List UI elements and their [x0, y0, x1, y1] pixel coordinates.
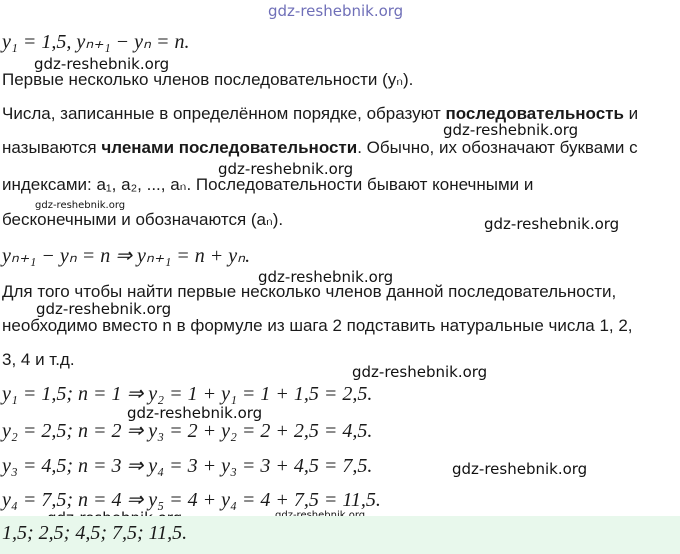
watermark: gdz-reshebnik.org — [127, 404, 263, 422]
paragraph-line-3: индексами: a₁, a₂, ..., aₙ. Последовательности бывают конечными и — [2, 175, 534, 194]
paragraph-line-7: 3, 4 и т.д. — [2, 350, 75, 369]
watermark: gdz-reshebnik.org — [34, 55, 170, 73]
calc-step-4: y₄ = 7,5; n = 4 ⇒ y₅ = 4 + y₄ = 4 + 7,5 = 11,5. — [2, 489, 381, 511]
watermark-top: gdz-reshebnik.org — [268, 2, 404, 20]
watermark: gdz-reshebnik.org — [443, 121, 579, 139]
watermark: gdz-reshebnik.org — [258, 268, 394, 286]
paragraph-line-5: Для того чтобы найти первые несколько членов данной последовательности, — [2, 282, 617, 301]
watermark: gdz-reshebnik.org — [352, 363, 488, 381]
answer-text: 1,5; 2,5; 4,5; 7,5; 11,5. — [2, 522, 188, 544]
calc-step-1: y₁ = 1,5; n = 1 ⇒ y₂ = 1 + y₁ = 1 + 1,5 = 2,5. — [2, 383, 373, 405]
paragraph-line-6: необходимо вместо n в формуле из шага 2 подставить натуральные числа 1, 2, — [2, 316, 633, 335]
watermark: gdz-reshebnik.org — [36, 300, 172, 318]
calc-step-3: y₃ = 4,5; n = 3 ⇒ y₄ = 3 + y₃ = 3 + 4,5 = 7,5. — [2, 455, 373, 477]
paragraph-line-4: бесконечными и обозначаются (aₙ). — [2, 210, 284, 229]
watermark: gdz-reshebnik.org — [35, 200, 126, 211]
watermark: gdz-reshebnik.org — [484, 215, 620, 233]
calc-step-2: y₂ = 2,5; n = 2 ⇒ y₃ = 2 + y₂ = 2 + 2,5 = 4,5. — [2, 420, 373, 442]
watermark: gdz-reshebnik.org — [218, 160, 354, 178]
watermark: gdz-reshebnik.org — [452, 460, 588, 478]
sequence-heading: Первые несколько членов последовательности (yₙ). — [2, 70, 414, 89]
given-formula: y₁ = 1,5, yₙ₊₁ − yₙ = n. — [2, 31, 190, 53]
paragraph-line-2: называются членами последовательности. Обычно, их обозначают буквами с — [2, 138, 638, 157]
recurrence-formula: yₙ₊₁ − yₙ = n ⇒ yₙ₊₁ = n + yₙ. — [2, 245, 251, 267]
term-sequence: последовательность — [445, 104, 624, 123]
term-members: членами последовательности — [101, 138, 358, 157]
paragraph-line-1: Числа, записанные в определённом порядке, образуют последовательность и — [2, 104, 639, 123]
answer-box — [0, 516, 680, 554]
